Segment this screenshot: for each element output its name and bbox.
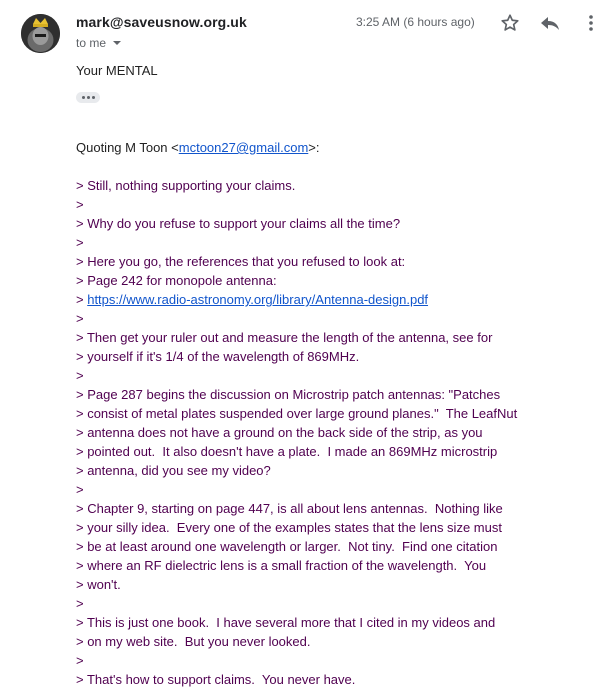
- avatar-image: [21, 14, 60, 53]
- quoted-text: [76, 176, 596, 689]
- show-trimmed-content-button[interactable]: [76, 92, 100, 103]
- quoted-line: >: [76, 197, 84, 212]
- quoted-line: > This is just one book. I have several more that I cited in my videos and: [76, 615, 496, 630]
- quoted-line: > Chapter 9, starting on page 447, is all about lens antennas. Nothing like: [76, 501, 503, 516]
- quoted-line: > be at least around one wavelength or larger. Not tiny. Find one citation: [76, 539, 498, 554]
- quoted-line: > Why do you refuse to support your claims all the time?: [76, 216, 401, 231]
- message-timestamp: 3:25 AM (6 hours ago): [356, 15, 475, 29]
- dot-icon: [82, 96, 85, 99]
- more-options-button[interactable]: [584, 12, 598, 34]
- quoted-line: > antenna does not have a ground on the back side of the strip, as you: [76, 425, 483, 440]
- star-button[interactable]: [499, 12, 521, 34]
- quoted-line: >: [76, 311, 84, 326]
- quoted-line: > Page 242 for monopole antenna:: [76, 273, 277, 288]
- recipient-label: to me: [76, 36, 107, 50]
- star-icon: [499, 12, 521, 34]
- reply-icon: [538, 12, 562, 34]
- spacer: [76, 157, 596, 176]
- quoted-line: >: [76, 596, 84, 611]
- dot-icon: [87, 96, 90, 99]
- quoted-line: >: [76, 235, 84, 250]
- quoted-line: > your silly idea. Every one of the examples states that the lens size must: [76, 520, 502, 535]
- sender-avatar[interactable]: [21, 14, 60, 53]
- quote-marker: >: [76, 292, 88, 307]
- chevron-down-icon[interactable]: [112, 38, 122, 48]
- quoted-line: > Still, nothing supporting your claims.: [76, 178, 296, 193]
- quoted-line: > consist of metal plates suspended over large ground planes." The LeafNut: [76, 406, 518, 421]
- quoted-line: >: [76, 368, 84, 383]
- quoted-line: >: [76, 482, 84, 497]
- quote-intro: [76, 138, 596, 157]
- reply-button[interactable]: [538, 12, 562, 34]
- recipient-details[interactable]: [76, 36, 122, 50]
- quoted-line: >: [76, 653, 84, 668]
- quoted-line: > where an RF dielectric lens is a small fraction of the wavelength. You: [76, 558, 487, 573]
- message-body: [76, 138, 596, 689]
- quote-intro-suffix: >:: [308, 140, 320, 155]
- quoted-line: > antenna, did you see my video?: [76, 463, 271, 478]
- quoted-line: > Page 287 begins the discussion on Microstrip patch antennas: "Patches: [76, 387, 501, 402]
- quoted-sender-email-link[interactable]: mctoon27@gmail.com: [178, 140, 309, 155]
- more-vert-icon: [584, 12, 598, 34]
- quoted-link-line: [76, 290, 596, 309]
- quoted-line: > That's how to support claims. You never have.: [76, 672, 356, 687]
- quoted-line: > won't.: [76, 577, 121, 592]
- quoted-line: > on my web site. But you never looked.: [76, 634, 311, 649]
- quoted-line: > Here you go, the references that you refused to look at:: [76, 254, 406, 269]
- message-subject: Your MENTAL: [76, 63, 158, 78]
- dot-icon: [92, 96, 95, 99]
- sender-name[interactable]: mark@saveusnow.org.uk: [76, 14, 247, 30]
- antenna-design-pdf-link[interactable]: https://www.radio-astronomy.org/library/Antenna-design.pdf: [87, 292, 429, 307]
- quoted-line: > yourself if it's 1/4 of the wavelength of 869MHz.: [76, 349, 360, 364]
- quoted-line: > Then get your ruler out and measure the length of the antenna, see for: [76, 330, 493, 345]
- quoted-line: > pointed out. It also doesn't have a plate. I made an 869MHz microstrip: [76, 444, 498, 459]
- quote-intro-prefix: Quoting M Toon <: [76, 140, 179, 155]
